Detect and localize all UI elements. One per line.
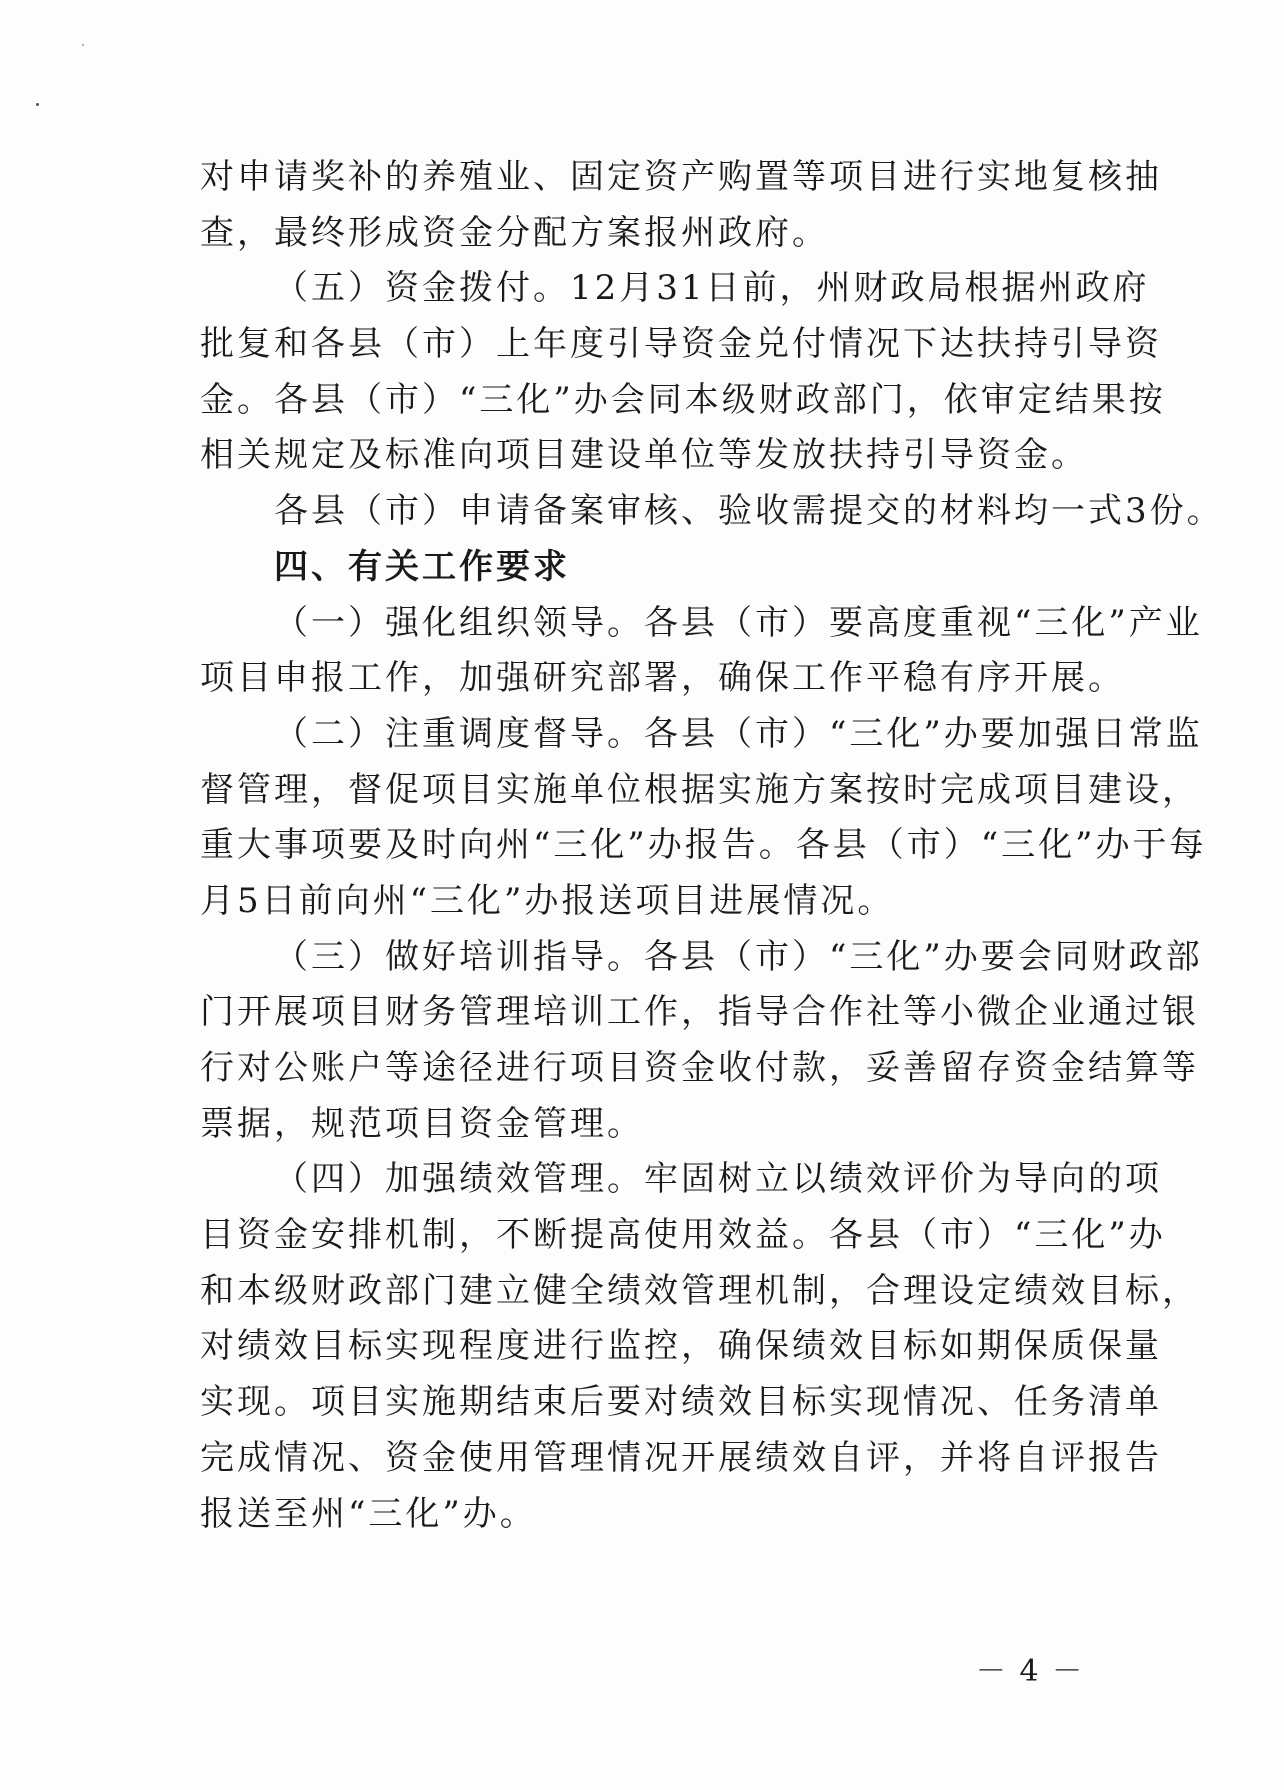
body-line: 对绩效目标实现程度进行监控，确保绩效目标如期保质保量 (200, 1326, 1162, 1367)
paragraph-four-performance: （四）加强绩效管理。牢固树立以绩效评价为导向的项 (274, 1159, 1162, 1200)
document-body (200, 150, 1224, 1542)
body-line: 项目申报工作，加强研究部署，确保工作平稳有序开展。 (200, 658, 1125, 699)
paragraph-two-supervision: （二）注重调度督导。各县（市）“三化”办要加强日常监 (274, 713, 1203, 754)
body-line: 实现。项目实施期结束后要对绩效目标实现情况、任务清单 (200, 1382, 1162, 1423)
paragraph-one-leadership: （一）强化组织领导。各县（市）要高度重视“三化”产业 (274, 602, 1203, 643)
scan-speck (36, 103, 39, 106)
body-line: 目资金安排机制，不断提高使用效益。各县（市）“三化”办 (200, 1215, 1166, 1256)
body-line: 重大事项要及时向州“三化”办报告。各县（市）“三化”办于每 (200, 825, 1207, 866)
paragraph-three-training: （三）做好培训指导。各县（市）“三化”办要会同财政部 (274, 936, 1203, 977)
body-line: 相关规定及标准向项目建设单位等发放扶持引导资金。 (200, 435, 1088, 476)
body-line: 批复和各县（市）上年度引导资金兑付情况下达扶持引导资 (200, 324, 1162, 365)
body-line: 对申请奖补的养殖业、固定资产购置等项目进行实地复核抽 (200, 157, 1162, 197)
body-line: 完成情况、资金使用管理情况开展绩效自评，并将自评报告 (200, 1437, 1162, 1478)
body-line: 督管理，督促项目实施单位根据实施方案按时完成项目建设， (200, 769, 1199, 810)
body-line: 月5日前向州“三化”办报送项目进展情况。 (200, 880, 895, 921)
scan-speck (82, 44, 84, 46)
paragraph-materials-copies: 各县（市）申请备案审核、验收需提交的材料均一式3份。 (274, 491, 1224, 532)
body-line: 和本级财政部门建立健全绩效管理机制，合理设定绩效目标， (200, 1270, 1199, 1311)
page-number: － 4 － (975, 1654, 1085, 1689)
body-line: 票据，规范项目资金管理。 (200, 1103, 644, 1144)
section-heading-work-requirements: 四、有关工作要求 (274, 546, 570, 587)
body-line: 行对公账户等途径进行项目资金收付款，妥善留存资金结算等 (200, 1048, 1199, 1088)
paragraph-five-funding: （五）资金拨付。12月31日前，州财政局根据州政府 (274, 268, 1150, 309)
body-line: 门开展项目财务管理培训工作，指导合作社等小微企业通过银 (200, 992, 1199, 1033)
body-line: 报送至州“三化”办。 (200, 1493, 537, 1534)
body-line: 金。各县（市）“三化”办会同本级财政部门，依审定结果按 (200, 379, 1166, 420)
body-line: 查，最终形成资金分配方案报州政府。 (200, 212, 829, 253)
